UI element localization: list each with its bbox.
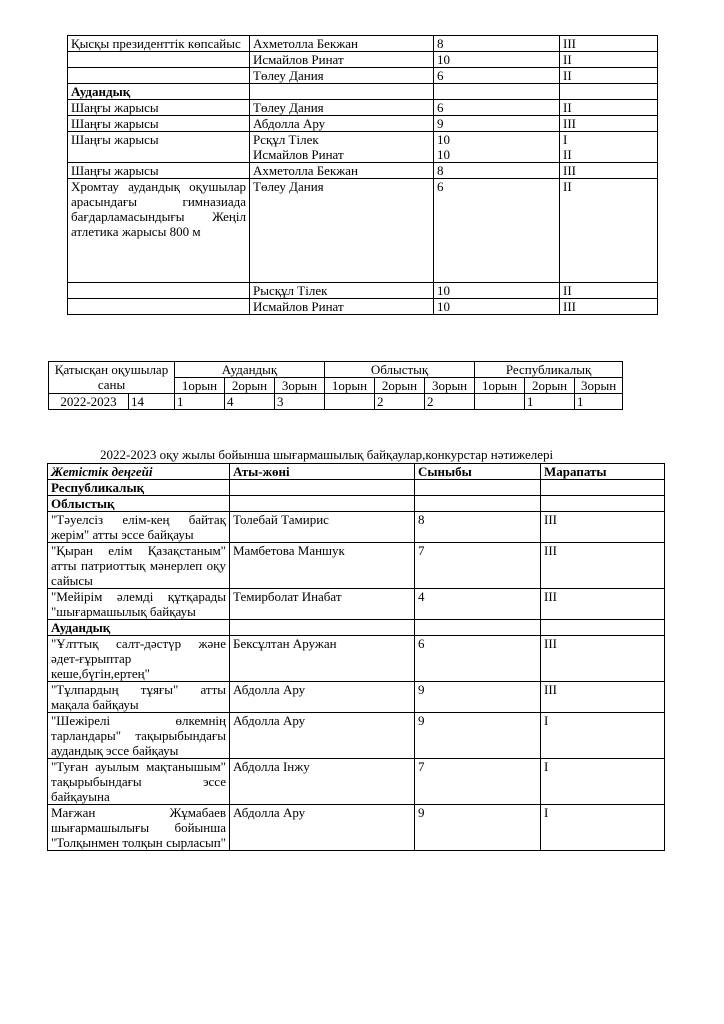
- value-cell: 4: [225, 394, 275, 410]
- award-cell: III: [541, 512, 665, 543]
- value-cell: 1: [525, 394, 575, 410]
- table-row: [48, 713, 665, 759]
- section-row: [48, 480, 665, 496]
- award-header: Марапаты: [541, 464, 665, 480]
- section-caption: 2022-2023 оқу жылы бойынша шығармашылық байқаулар,конкурстар нәтижелері: [100, 447, 554, 462]
- place-cell: III: [560, 163, 658, 179]
- table-row: [68, 179, 658, 283]
- table-row: [68, 132, 658, 163]
- place-header: 3орын: [575, 378, 623, 394]
- name-cell: Исмайлов Ринат: [250, 52, 434, 68]
- competition-cell: Мағжан Жұмабаев шығармашылығы бойынша "Толқынмен толқын сырласып": [48, 805, 230, 851]
- award-cell: I: [541, 805, 665, 851]
- grade-cell: 10: [434, 283, 560, 299]
- competition-cell: "Тәуелсіз елім-кең байтақ жерім" атты эссе байқауы: [48, 512, 230, 543]
- competition-cell: Қысқы президенттік көпсайыс: [68, 36, 250, 52]
- competition-cell: [68, 52, 250, 68]
- name-cell: Исмайлов Ринат: [250, 299, 434, 315]
- competition-cell: Шаңғы жарысы: [68, 163, 250, 179]
- table-row: [48, 543, 665, 589]
- table-row: [68, 52, 658, 68]
- section-label: Аудандық: [48, 620, 230, 636]
- grade-header: Сыныбы: [415, 464, 541, 480]
- participants-header: Қатысқан оқушылар саны: [49, 362, 175, 394]
- table-row: [48, 759, 665, 805]
- place-cell: II: [560, 68, 658, 84]
- grade-cell: 9: [415, 713, 541, 759]
- name-cell: Абдолла Ару: [230, 713, 415, 759]
- table-row: [68, 283, 658, 299]
- table-row: [68, 116, 658, 132]
- table-row: [48, 636, 665, 682]
- value-cell: 3: [275, 394, 325, 410]
- value-cell: [325, 394, 375, 410]
- award-cell: I: [541, 759, 665, 805]
- place-cell: [560, 132, 658, 163]
- place-header: 1орын: [475, 378, 525, 394]
- data-row: [49, 394, 623, 410]
- competition-cell: "Туған ауылым мақтанышым" тақырыбындағы эссе байқауына: [48, 759, 230, 805]
- value-cell: 2: [375, 394, 425, 410]
- section-label: Облыстық: [48, 496, 230, 512]
- table-row: [48, 512, 665, 543]
- place-cell: II: [560, 52, 658, 68]
- name-cell: Төлеу Дания: [250, 100, 434, 116]
- table-row: [68, 36, 658, 52]
- count-cell: 14: [129, 394, 175, 410]
- competition-cell: "Ұлттық салт-дәстүр және әдет-ғұрыптар кеше,бүгін,ертең": [48, 636, 230, 682]
- name-cell: Төлеу Дания: [250, 68, 434, 84]
- competition-cell: Шаңғы жарысы: [68, 132, 250, 163]
- value-cell: 1: [175, 394, 225, 410]
- value-cell: 2: [425, 394, 475, 410]
- place-cell: II: [560, 100, 658, 116]
- grade-cell: 8: [434, 163, 560, 179]
- value-cell: [475, 394, 525, 410]
- value-cell: 1: [575, 394, 623, 410]
- creative-contests-table: [47, 463, 665, 851]
- section-row: [48, 620, 665, 636]
- place-line: II: [563, 147, 572, 162]
- place-header: 3орын: [425, 378, 475, 394]
- section-label: Республикалық: [48, 480, 230, 496]
- place-cell: III: [560, 299, 658, 315]
- place-header: 1орын: [325, 378, 375, 394]
- participants-summary-table: [48, 361, 623, 410]
- section-row: [68, 84, 658, 100]
- level-header: Жетістік деңгейі: [48, 464, 230, 480]
- grade-line: 10: [437, 132, 450, 147]
- place-cell: III: [560, 116, 658, 132]
- place-cell: II: [560, 179, 658, 283]
- grade-cell: 10: [434, 299, 560, 315]
- award-cell: III: [541, 589, 665, 620]
- place-header: 2орын: [525, 378, 575, 394]
- place-line: I: [563, 132, 568, 147]
- grade-cell: 6: [434, 100, 560, 116]
- place-cell: III: [560, 36, 658, 52]
- competition-cell: "Қыран елім Қазақстаным" атты патриоттық мәнерлеп оқу сайысы: [48, 543, 230, 589]
- award-cell: III: [541, 636, 665, 682]
- award-cell: III: [541, 682, 665, 713]
- group-header: Республикалық: [475, 362, 623, 378]
- competition-cell: Хромтау аудандық оқушылар арасындағы гимназиада бағдарламасындығы Жеңіл атлетика жарысы 800 м: [68, 179, 250, 283]
- sports-results-table: [67, 35, 658, 315]
- grade-cell: 8: [434, 36, 560, 52]
- award-cell: III: [541, 543, 665, 589]
- grade-cell: 7: [415, 759, 541, 805]
- header-row: [49, 362, 623, 378]
- place-header: 2орын: [225, 378, 275, 394]
- grade-cell: 9: [434, 116, 560, 132]
- table-row: [68, 68, 658, 84]
- competition-cell: Шаңғы жарысы: [68, 116, 250, 132]
- grade-cell: 10: [434, 52, 560, 68]
- place-header: 1орын: [175, 378, 225, 394]
- group-header: Облыстық: [325, 362, 475, 378]
- name-cell: Абдолла Ару: [230, 682, 415, 713]
- table-row: [68, 163, 658, 179]
- year-cell: 2022-2023: [49, 394, 129, 410]
- competition-cell: [68, 283, 250, 299]
- competition-cell: "Тұлпардың тұяғы" атты мақала байқауы: [48, 682, 230, 713]
- place-header: 2орын: [375, 378, 425, 394]
- name-cell: Ахметолла Бекжан: [250, 163, 434, 179]
- name-cell: Мамбетова Маншук: [230, 543, 415, 589]
- grade-cell: 7: [415, 543, 541, 589]
- place-cell: II: [560, 283, 658, 299]
- table-row: [48, 682, 665, 713]
- table-row: [68, 100, 658, 116]
- table-row: [48, 589, 665, 620]
- name-cell: Темирболат Инабат: [230, 589, 415, 620]
- competition-cell: [68, 299, 250, 315]
- section-row: [48, 496, 665, 512]
- grade-cell: 6: [415, 636, 541, 682]
- name-cell: Ахметолла Бекжан: [250, 36, 434, 52]
- table-row: [48, 805, 665, 851]
- grade-line: 10: [437, 147, 450, 162]
- grade-cell: 8: [415, 512, 541, 543]
- name-cell: Абдолла Інжу: [230, 759, 415, 805]
- group-header: Аудандық: [175, 362, 325, 378]
- name-cell: Абдолла Ару: [250, 116, 434, 132]
- name-cell: Толебай Тамирис: [230, 512, 415, 543]
- grade-cell: 6: [434, 68, 560, 84]
- grade-cell: [434, 132, 560, 163]
- competition-cell: "Мейірім әлемді құтқарады "шығармашылық байқауы: [48, 589, 230, 620]
- name-cell: [250, 132, 434, 163]
- competition-cell: Шаңғы жарысы: [68, 100, 250, 116]
- name-cell: Абдолла Ару: [230, 805, 415, 851]
- grade-cell: 4: [415, 589, 541, 620]
- name-header: Аты-жөні: [230, 464, 415, 480]
- competition-cell: "Шежірелі өлкемнің тарландары" тақырыбындағы аудандық эссе байқауы: [48, 713, 230, 759]
- award-cell: I: [541, 713, 665, 759]
- grade-cell: 9: [415, 682, 541, 713]
- grade-cell: 9: [415, 805, 541, 851]
- grade-cell: 6: [434, 179, 560, 283]
- table-row: [68, 299, 658, 315]
- place-header: 3орын: [275, 378, 325, 394]
- name-cell: Төлеу Дания: [250, 179, 434, 283]
- name-line: Исмайлов Ринат: [253, 147, 344, 162]
- section-label: Аудандық: [68, 84, 250, 100]
- competition-cell: [68, 68, 250, 84]
- name-line: Рсқұл Тілек: [253, 132, 319, 147]
- name-cell: Бексұлтан Аружан: [230, 636, 415, 682]
- header-row: [48, 464, 665, 480]
- name-cell: Рысқұл Тілек: [250, 283, 434, 299]
